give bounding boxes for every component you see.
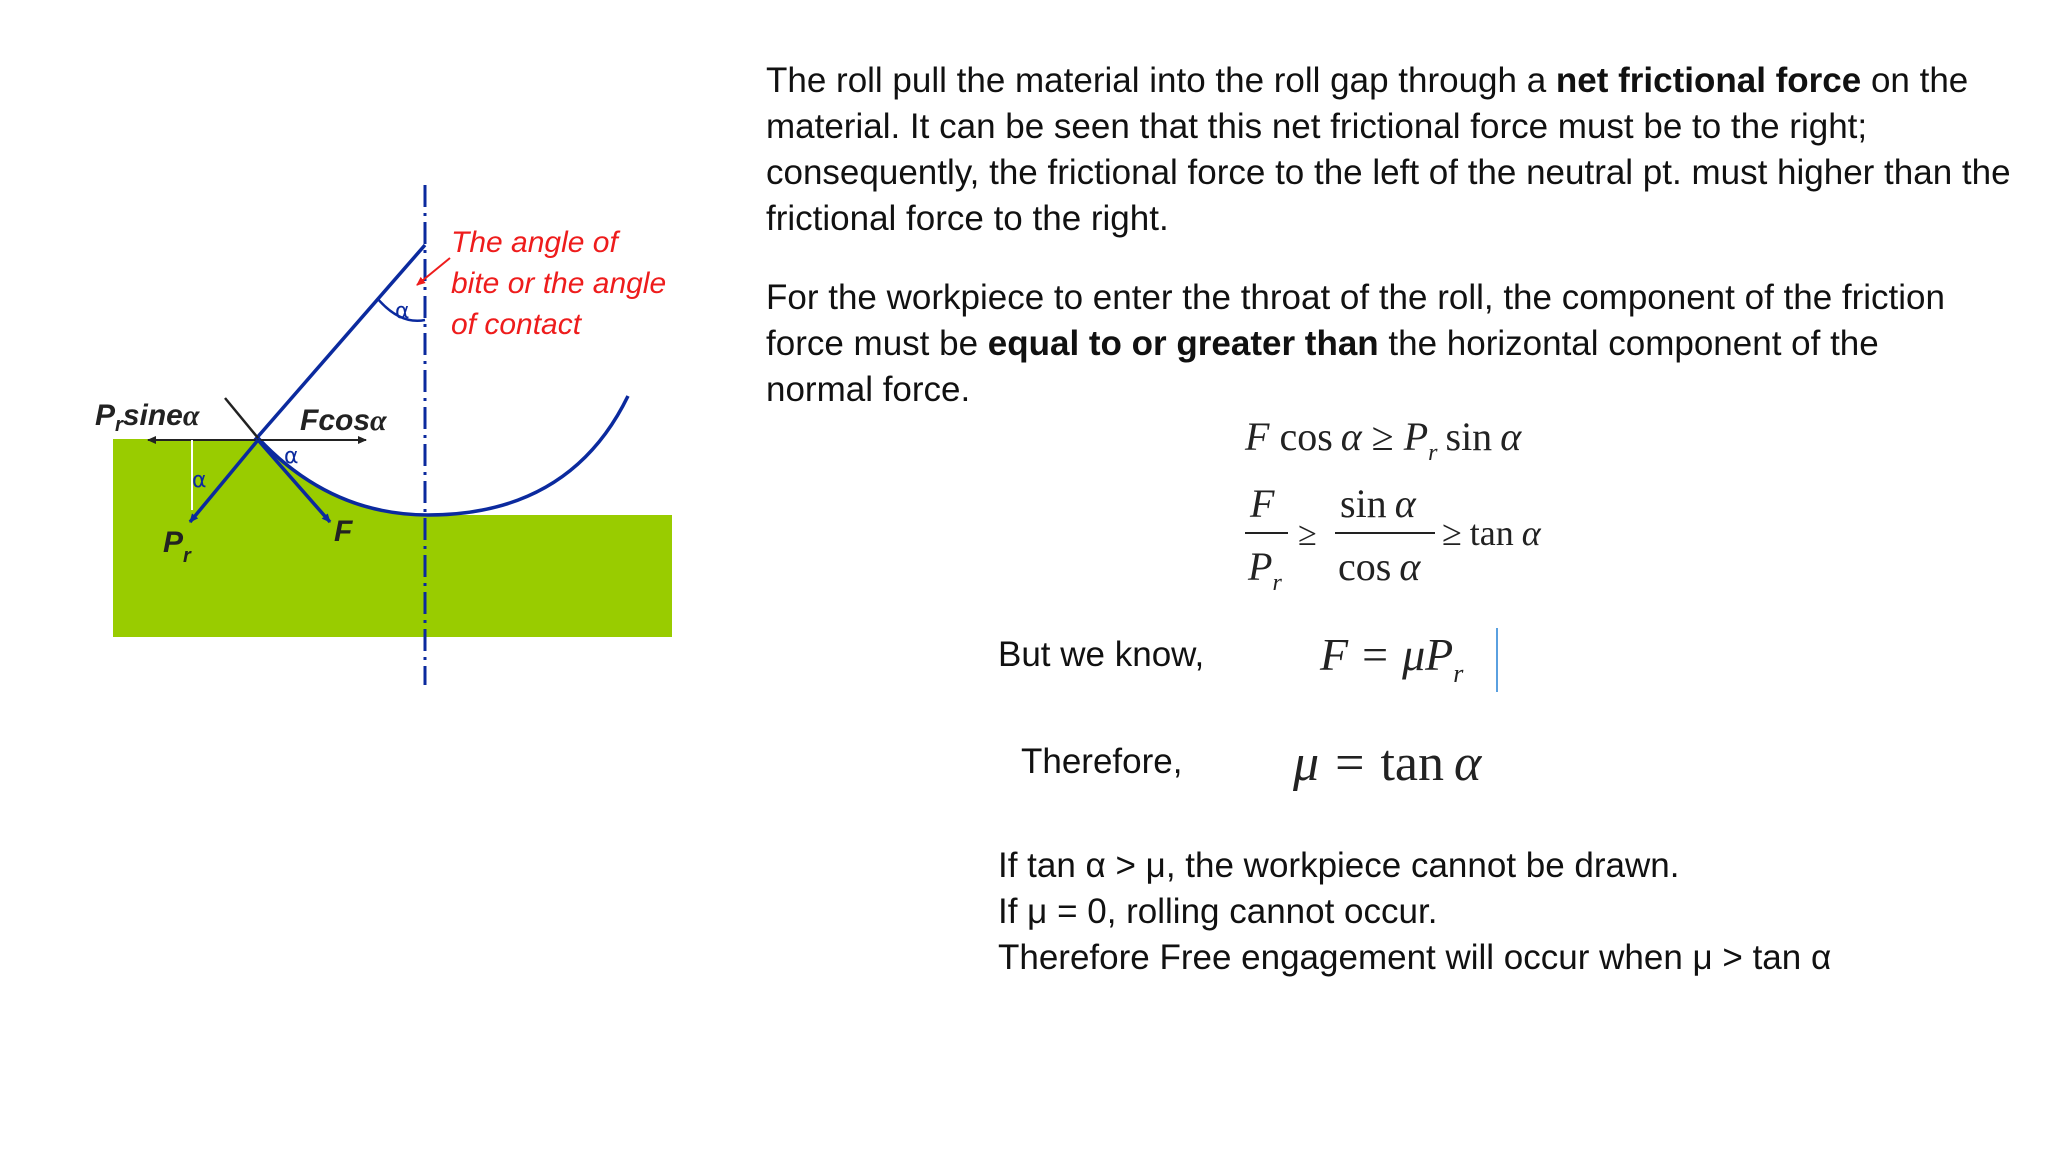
- inequality-equations: [1230, 405, 1610, 605]
- annotation-line-2: bite or the angle: [451, 267, 667, 300]
- eq2-denominator-pr: $P_r$: [1248, 544, 1282, 596]
- pr-label: $P_r$: [163, 526, 191, 567]
- rolling-bite-diagram: [0, 0, 720, 720]
- conclusion-2: If μ = 0, rolling cannot occur.: [998, 892, 1438, 931]
- f-label: F: [334, 515, 353, 548]
- annotation-line-3: of contact: [451, 308, 582, 341]
- top-alpha-label: α: [395, 299, 410, 324]
- eq2-numerator-sin: sin α: [1340, 481, 1416, 526]
- annotation-arrow: [417, 258, 450, 285]
- eq2-tan: ≥ tan α: [1442, 513, 1541, 553]
- pr-alpha-label: α: [192, 468, 207, 493]
- para2-text-a: For the workpiece to enter the throat of the roll, the component of the friction force must be: [766, 278, 1945, 363]
- but-we-know-label: But we know,: [998, 635, 1205, 674]
- paragraph-entry-condition: [766, 275, 1986, 413]
- therefore-label: Therefore,: [1021, 742, 1183, 781]
- eq2-geq-1: ≥: [1298, 516, 1317, 553]
- para1-bold: net frictional force: [1555, 61, 1862, 100]
- svg-text:F=μPr: $F = \mu P_r$: [1320, 629, 1464, 688]
- fcos-label: Fcosα: [300, 404, 387, 437]
- conclusion-3: Therefore Free engagement will occur when μ > tan α: [998, 938, 1832, 977]
- pr-sine-label: $P_r\sin e\alpha$: [95, 399, 200, 436]
- conclusion-1: If tan α > μ, the workpiece cannot be drawn.: [998, 846, 1680, 885]
- mu-tan-equation: [1285, 728, 1545, 808]
- pr-sine-line: [225, 398, 258, 438]
- friction-equation: [1315, 620, 1515, 700]
- para2-bold: equal to or greater than: [987, 324, 1379, 363]
- para1-text-a: The roll pull the material into the roll gap through a: [766, 61, 1556, 100]
- eq1: F $\cos \alpha \ge P_r$ sin α: [1245, 414, 1522, 466]
- svg-text:μ=tanα: μ = tan α: [1293, 735, 1482, 792]
- annotation-line-1: The angle of: [451, 226, 618, 259]
- para1-text-b: on the material. It can be seen that this net frictional force must be to the right; consequently, the frictional force to the left of the neutral pt. must higher than the frictional force to the right.: [766, 61, 2011, 238]
- eq2-numerator-f: F: [1250, 481, 1275, 526]
- contact-alpha-label: α: [284, 444, 299, 469]
- paragraph-net-friction: [766, 58, 2016, 242]
- eq2-denominator-cos: cos α: [1338, 544, 1421, 589]
- para2-text-b: the horizontal component of the normal force.: [766, 324, 1879, 409]
